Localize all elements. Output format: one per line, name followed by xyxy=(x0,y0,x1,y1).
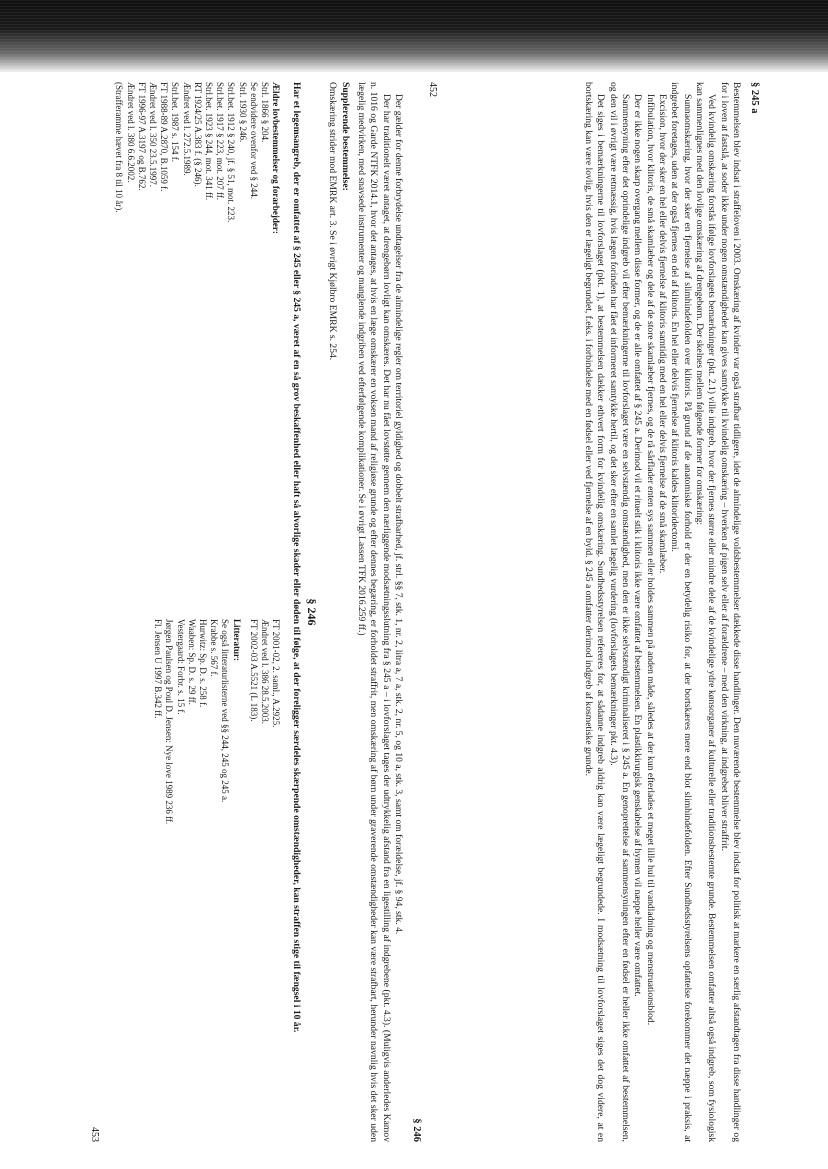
history-line: FT 2002-03 A.5521 (L 183). xyxy=(248,619,259,722)
paragraph: Infibulation, hvor klitoris, de små skamlæber og dele af de store skamlæber fjernes, og de rå sårflader enten sys sammen eller holdes sammen på anden måde, således at der kun efterlades et meget lille hul til vandladning og menstruationsblod. xyxy=(644,94,656,1026)
history-line: Se endvidere ovenfor ved § 244. xyxy=(248,82,259,199)
running-head-left: § 245 a xyxy=(749,82,760,114)
history-line: Ændret ved l. 272.5.1989. xyxy=(181,82,192,176)
history-line: Strl.bet. 1923 § 244, mot. 341 ff. xyxy=(204,82,215,201)
literature-column xyxy=(113,619,281,1142)
paragraph: Der er ikke nogen skarp overgang mellem disse former, og de er alle omfattet af § 245 a. Derimod vil et rituelt stik i klitoris ikke være omfattet af bestemmelsen. En plastikkirurgisk genskabelse af hymen vil næppe heller være omfattet. xyxy=(632,94,644,997)
history-line: Strl. 1930 § 246. xyxy=(237,82,248,143)
paragraph: Det siges i bemærkningerne til lovforslaget (pkt. 1), at bestemmelsen dækker ethvert form for kvindelig omskæring. Sundhedsstyrelsen refereres for, at sådanne indgreb aldrig kan være lægeligt begrundede. I modsætning til lovforslaget siges det dog videre, at en bortskæring kan være lovlig, hvis den er lægeligt begrundet, f.eks. i forbindelse med en fødsel eller ved fjernelse af en byld. § 245 a omfatter derimod indgreb af kosmetiske grunde. xyxy=(582,82,607,1142)
literature-heading: Litteratur: xyxy=(231,619,242,661)
literature-line: Se også litteraturlisterne ved §§ 244, 245 og 245 a. xyxy=(220,619,231,803)
history-column xyxy=(113,82,281,605)
literature-line: Jørgen Paulsen og Poul D. Jensen: Nye love 1989 236 ff. xyxy=(164,619,175,825)
supplement-text: Omskæring strider mod EMRK art. 3. Se i øvrigt Kjølbro EMRK s. 254. xyxy=(327,82,339,361)
page-left-body xyxy=(582,82,742,1142)
page-number-right: 453 xyxy=(89,1127,101,1142)
history-line: Ændret ved l. 380 6.6.2002. xyxy=(125,82,136,183)
page-right-body xyxy=(113,82,404,1142)
paragraph: Ved kvindelig omskæring forstås ifølge lovforslagets bemærkninger (pkt. 2.1) ville indgreb, hvor der fjernes større eller mindre dele af de kvindelige ydre kønsorganer af kulturelle eller traditionsbestemte grunde. Bestemmelsen omfatter altså også indgreb, som fysiologisk kan sammenlignes med den lovlige omskæring af drengebørn. Der skelnes mellem følgende former for omskæring: xyxy=(693,82,718,1142)
paragraph: Der gælder for denne forbrydelse undtagelser fra de almindelige regler om territoriel gyldighed og dobbelt strafbarhed, jf. strl. §§ 7, stk. 1, nr. 2, litra a, 7 a, stk. 2, nr. 5, og 10 a, stk. 3, samt om forældelse, jf. § 94, stk. 4. xyxy=(393,94,404,935)
running-head-right: § 246 xyxy=(411,1118,422,1142)
supplement-block xyxy=(326,82,351,1142)
page-right xyxy=(89,82,422,1142)
page-number-left: 452 xyxy=(427,82,439,97)
history-line: Ændret ved l. 386 28.5.2003. xyxy=(260,619,271,724)
history-line: FT 1988-89 A.2870, B.1059 f. xyxy=(159,82,170,192)
section-text: Har et legemsangreb, der er omfattet af § 245 eller § 245 a, været af en så grov beskaffenhed eller haft så alvorlige skader eller døden til følge, at der foreligger særdeles skærpende omstændigheder, kan straffen stige til fængsel i 10 år. xyxy=(290,82,302,1033)
history-line: Strl.bet. 1987 s. 154 f. xyxy=(170,82,181,162)
reference-columns xyxy=(113,82,281,1142)
history-line: (Strafferamme hævet fra 8 til 10 år). xyxy=(114,82,125,213)
literature-line: Hurwitz: Sp. D. s. 258 f. xyxy=(198,619,209,708)
literature-line: Vestergaard: Forbr. s. 15 f. xyxy=(175,619,186,715)
history-heading: Ældre lovbestemmelser og forarbejder: xyxy=(271,82,282,234)
literature-line: Fl. Jensen U 1997 B.342 ff. xyxy=(153,619,164,719)
literature-line: Krabbe s. 567 f. xyxy=(209,619,220,677)
paragraph: Excision, hvor der sker en hel eller delvis fjernelse af klitoris samtidig med en hel eller delvis fjernelse af de små skamlæber. xyxy=(656,94,668,574)
history-line: Strl. 1866 § 204. xyxy=(260,82,271,143)
history-line: RT 1924/25 A.383 f. (§ 246). xyxy=(192,82,203,187)
history-line: Ændret ved l. 350 23.5.1997. xyxy=(148,82,159,187)
section-title: § 246 xyxy=(304,598,319,626)
history-line: FT 2001-02, 2. saml., A.2925. xyxy=(271,619,282,728)
paragraph: Sammensyning efter det oprindelige indgreb vil efter bemærkningerne til lovforslaget være en selvstændig omstændighed, men den er ikke selvstændigt kriminaliseret i § 245 a. En genoprettelse af sammensyningen efter en fødsel er heller ikke omfattet af bestemmelsen, og den vil i øvrigt være retmæssig, hvis lægen forinden har fået et informeret samtykke hertil, og det sker efter en samlet lægelig vurdering (lovforslagets bemærkninger pkt. 4.3). xyxy=(607,82,631,1142)
supplement-heading: Supplerende bestemmelse: xyxy=(339,82,351,191)
paragraph: Bestemmelsen blev indsat i straffeloven i 2003. Omskæring af kvinder var også strafbar tidligere, idet de almindelige voldsbestemmelser dækkede disse handlinger. Den nuværende bestemmelse blev indsat for politisk at markere en særlig afstandtagen fra disse handlinger og for i loven at fastslå, at soder ikke under nogen omstændigheder kan gives samtykke til kvindelig omskæring – hverken af pigen selv eller af forældrene – med den virkning, at indgrebet bliver straffrit. xyxy=(718,82,742,1142)
literature-line: Waaben: Sp. D. s. 29 ff. xyxy=(186,619,197,705)
paragraph: Sunnaomskæring, hvor der sker en fjernelse af slimhindefolden over klitoris. På grund af de anatomiske forhold er der en betydelig risiko for, at der bortskæres mere end blot slimhindefolden. Efter Sundhedsstyrelsens opfattelse forekommer det næppe i praksis, at indgrebet foretages, uden at der også fjernes en del af klitoris. En hel eller delvis fjernelse af klitoris kaldes klitoridectomi. xyxy=(669,82,693,1142)
history-line: FT 1996-97 A.3197 og B.762. xyxy=(136,82,147,191)
paragraph: Der har traditionelt været antaget, at drengebørn lovligt kan omskæres. Det har nu fået lovstøtte gennem den nærliggende modsætningsslutning fra § 245 a – i lovforslaget tages der udtrykkelig afstand fra en ligestilling af indgrebene (pkt. 4.3). (Muligvis anderledes Kamov n. 1016 og Garde NTFK 2014.1, hvor det antages, at hvis en læge omskærer en voksen mand af religiøse grunde og efter dennes begæring, er forholdet straffrit, men omskæring af børn under graverende omstændigheder kan være strafbart, herunder navnlig hvis det sker uden lægelig medvirken, med snavsede instrumenter og manglende indgriben ved efterfølgende komplikationer. Se i øvrigt Lassen TFK 2016.259 ff.) xyxy=(355,82,392,1142)
page-left xyxy=(427,82,760,1142)
history-line: Strl.bet. 1917 § 223, mot. 207 ff. xyxy=(215,82,226,201)
history-line: Strl.bet. 1912 § 240, jf. § 51, mot. 223. xyxy=(226,82,237,223)
